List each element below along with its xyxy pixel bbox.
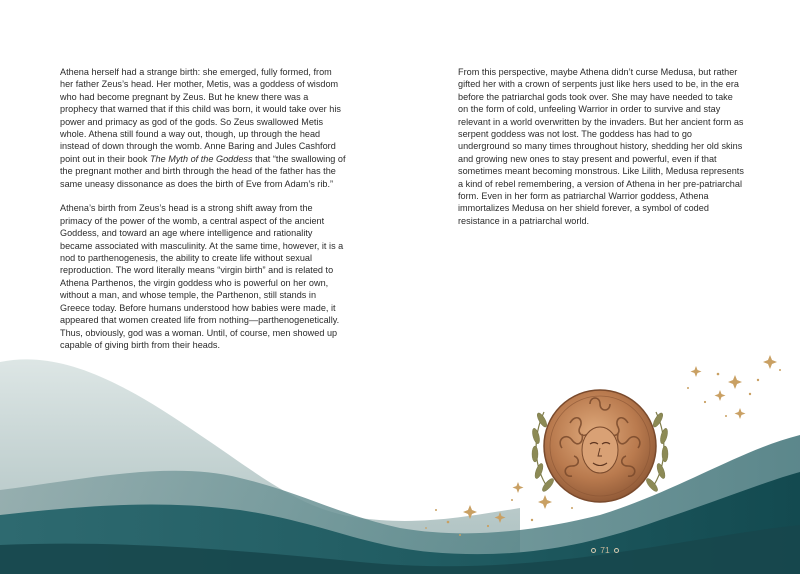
left-column [60,66,346,364]
folio-ornament-icon [591,548,596,553]
page-number [585,543,625,557]
paragraph: Athena’s birth from Zeus’s head is a strong shift away from the primacy of the power of the womb, a central aspect of the ancient Goddess, and toward an age where intelligence and rationality became associated with masculinity. At the same time, however, it is a nod to parthenogenesis, the ability to create life without sexual reproduction. The word literally means “virgin birth” and is related to Athena Parthenos, the virgin goddess who is powerful on her own, without a man, and whose temple, the Parthenon, still stands in Greece today. Before humans understood how babies were made, it appeared that women created life from nothing—parthenogenetically. Thus, obviously, god was a woman. Until, of course, men showed up capable of giving birth from their heads. [60,203,344,350]
paragraph: Athena herself had a strange birth: she emerged, fully formed, from her father Zeus’s head. Her mother, Metis, was a goddess of wisdom who had become pregnant by Zeus. But he knew there was a prophecy that warned that if this child was born, it would take over his power and primacy as god of the gods. So Zeus swallowed Metis whole. Athena still found a way out, though, up through the head instead of down through the womb. Anne Baring and Jules Cashford point out in their book The Myth of the Goddess that “the swallowing of the pregnant mother and birth through the head of the father has the same uneasy dissonance as does the birth of Eve from Adam’s rib.” [60,67,346,189]
paragraph: From this perspective, maybe Athena didn’t curse Medusa, but rather gifted her with a crown of serpents just like hers used to be, in the era before the patriarchal gods took over. She may have needed to take on the form of cold, unfeeling Warrior in order to survive and stay relevant in a world overwritten by the invaders. But her ancient form as serpent goddess was not lost. The goddess has had to go underground so many times throughout history, shedding her old skins and growing new ones to stay present and powerful, even if that sometimes meant becoming monstrous. Like Lilith, Medusa represents a kind of rebel remembering, a version of Athena in her pre-patriarchal form. Even in her form as patriarchal Warrior goddess, Athena immortalizes Medusa on her shield forever, a symbol of coded resistance in a patriarchal world. [458,67,744,226]
page-number-label: 71 [600,545,610,555]
folio-ornament-icon [614,548,619,553]
right-column [458,66,744,240]
medusa-medallion-icon [520,368,680,518]
book-title: The Myth of the Goddess [149,153,253,164]
